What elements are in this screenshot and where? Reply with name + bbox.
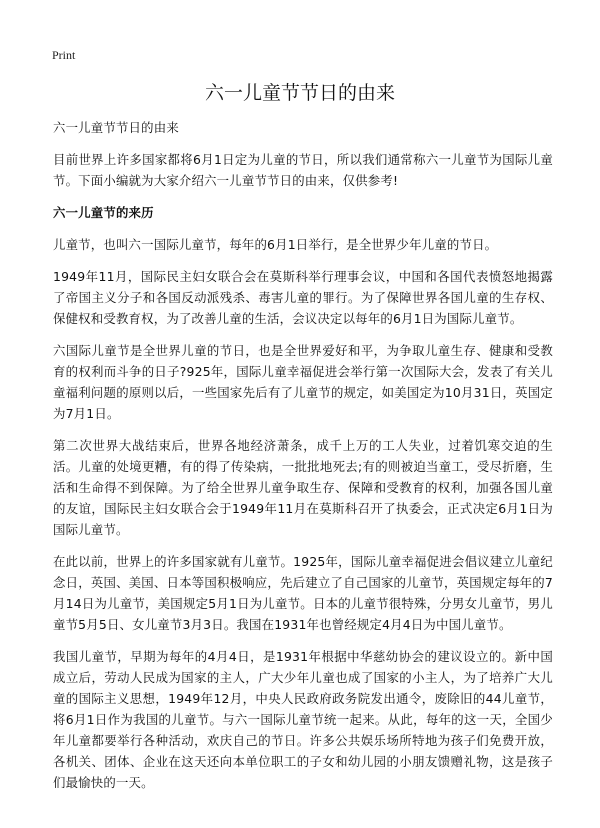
paragraph-5: 在此以前，世界上的许多国家就有儿童节。1925年，国际儿童幸福促进会倡议建立儿童纪念日，英国、美国、日本等国积极响应，先后建立了自己国家的儿童节，英国规定每年的7月14日为儿童节，美国规定5月1日为儿童节。日本的儿童节很特殊，分男女儿童节，男儿童节5月5日、女儿童节3月3日。我国在1931年也曾经规定4月4日为中国儿童节。 (53, 554, 553, 632)
page-title: 六一儿童节节日的由来 (204, 82, 395, 104)
article-body (53, 117, 553, 804)
paragraph-2: 1949年11月，国际民主妇女联合会在莫斯科举行理事会议，中国和各国代表愤怒地揭露了帝国主义分子和各国反动派残杀、毒害儿童的罪行。为了保障世界各国儿童的生存权、保健权和受教育权，为了改善儿童的生活，会议决定以每年的6月1日为国际儿童节。 (53, 269, 553, 326)
section-heading: 六一儿童节的来历 (53, 205, 154, 220)
paragraph-4: 第二次世界大战结束后，世界各地经济萧条，成千上万的工人失业，过着饥寒交迫的生活。儿童的处境更糟，有的得了传染病，一批批地死去;有的则被迫当童工，受尽折磨，生活和生命得不到保障。为了给全世界儿童争取生存、保障和受教育的权利，加强各国儿童的友谊，国际民主妇女联合会于1949年11月在莫斯科召开了执委会，正式决定6月1日为国际儿童节。 (53, 438, 553, 537)
paragraph-1: 儿童节，也叫六一国际儿童节，每年的6月1日举行，是全世界少年儿童的节日。 (53, 237, 498, 252)
print-link[interactable]: Print (52, 48, 76, 62)
paragraph-3: 六国际儿童节是全世界儿童的节日，也是全世界爱好和平，为争取儿童生存、健康和受教育的权利而斗争的日子?925年，国际儿童幸福促进会举行第一次国际大会，发表了有关儿童福利问题的原则以后，一些国家先后有了儿童节的规定，如美国定为10月31日，英国定为7月1日。 (53, 343, 553, 421)
intro-paragraph: 目前世界上许多国家都将6月1日定为儿童的节日，所以我们通常称六一儿童节为国际儿童节。下面小编就为大家介绍六一儿童节节日的由来，仅供参考! (53, 152, 553, 188)
paragraph-6: 我国儿童节，早期为每年的4月4日，是1931年根据中华慈幼协会的建议设立的。新中国成立后，劳动人民成为国家的主人，广大少年儿童也成了国家的小主人，为了培养广大儿童的国际主义思想，1949年12月，中央人民政府政务院发出通令，废除旧的44儿童节，将6月1日作为我国的儿童节。与六一国际儿童节统一起来。从此，每年的这一天，全国少年儿童都要举行各种活动，欢庆自己的节日。许多公共娱乐场所特地为孩子们免费开放，各机关、团体、企业在这天还向本单位职工的子女和幼儿园的小朋友馈赠礼物，这是孩子们最愉快的一天。 (53, 649, 553, 790)
article-subtitle: 六一儿童节节日的由来 (53, 120, 179, 135)
